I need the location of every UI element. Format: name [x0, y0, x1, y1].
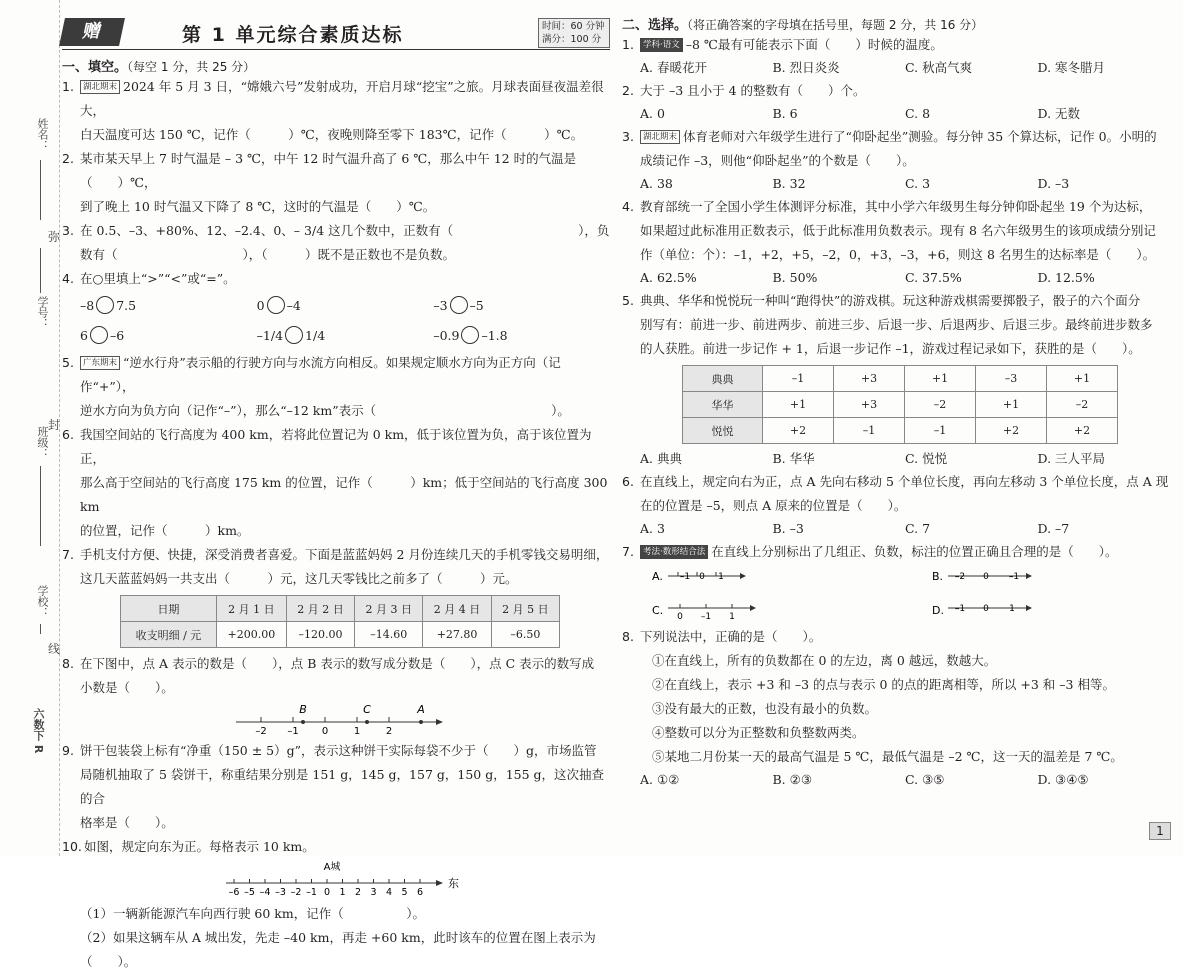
- tick-label: 3: [370, 887, 377, 898]
- city-label: A城: [323, 862, 341, 873]
- question-9: [62, 739, 610, 835]
- table-cell: +200.00: [216, 622, 286, 648]
- right-page: [622, 10, 1170, 840]
- answer-circle[interactable]: [90, 326, 108, 344]
- point-a: [419, 720, 423, 724]
- point-b: [301, 720, 305, 724]
- axis-arrow: [436, 719, 443, 725]
- question-text: 在直线上，规定向右为正，点 A 先向右移动 5 个单位长度，再向左移动 3 个单位长度，点 A 现: [640, 474, 1169, 489]
- point-label: C: [363, 703, 371, 716]
- question-text-2: 在的位置是 –5，则点 A 原来的位置是（ ）。: [640, 498, 907, 513]
- tick-label: 2: [354, 887, 362, 898]
- question-5: [62, 351, 610, 423]
- question-text: 在下图中，点 A 表示的数是（ ），点 B 表示的数写成分数是（ ），点 C 表示的数写成: [80, 656, 595, 671]
- option-label: A.: [652, 570, 663, 583]
- tick-label: 0: [699, 572, 705, 582]
- table-header: 2 月 2 日: [286, 596, 354, 622]
- tick-label: 5: [401, 887, 408, 898]
- table-row: [121, 622, 560, 648]
- compare-item: –3 –5: [433, 298, 484, 313]
- option-c[interactable]: C. 秋高气爽: [905, 60, 973, 75]
- section-title: 二、选择。: [622, 18, 688, 33]
- question-text: 某市某天早上 7 时气温是 – 3 ℃，中午 12 时气温升高了 6 ℃，那么中午 12 时的气温是（ ）℃，: [80, 151, 577, 190]
- table-cell: –1: [834, 418, 905, 444]
- choice-6: [622, 470, 1170, 518]
- page-title: 第 1 单元综合素质达标: [182, 24, 404, 46]
- full-score: 满分：100 分: [542, 34, 602, 45]
- question-text: 如图，规定向东为正。每格表示 10 km。: [84, 839, 315, 854]
- option-c-line[interactable]: [652, 604, 756, 622]
- question-6: [62, 423, 610, 543]
- table-cell: +1: [976, 392, 1047, 418]
- option-a[interactable]: A. 62.5%: [640, 270, 697, 285]
- table-header-row: [121, 596, 560, 622]
- class-label: 班级：: [36, 426, 49, 459]
- question-text-2: 这几天蓝蓝妈妈一共支出（ ）元，这几天零钱比之前多了（ ）元。: [80, 571, 518, 586]
- compare-item: –8 7.5: [80, 298, 137, 313]
- statement: ②在直线上，表示 +3 和 –3 的点与表示 0 的点的距离相等，所以 +3 和 –3 相等。: [652, 677, 1115, 692]
- time-limit: 时间：60 分钟: [542, 21, 605, 32]
- compare-item: 0 –4: [256, 298, 301, 313]
- table-cell: +1: [905, 366, 976, 392]
- name-line: [40, 160, 41, 220]
- question-number: 7.: [62, 547, 74, 562]
- section-choice: [622, 14, 1170, 33]
- option-c[interactable]: C. 37.5%: [905, 270, 962, 285]
- table-cell: –120.00: [286, 622, 354, 648]
- question-text-3: 的位置，记作（ ）km。: [80, 523, 250, 538]
- question-text-3: 作（单位：个）：–1，+2，+5，–2，0，+3，–3，+6，则这 8 名男生的达标率是（ ）。: [640, 247, 1156, 262]
- table-cell: –1: [763, 366, 834, 392]
- tick-label: 0: [323, 887, 331, 898]
- tick-label: 1: [718, 572, 724, 582]
- table-cell: +1: [1047, 366, 1118, 392]
- question-text-2: 逆水方向为负方向（记作“–”），那么“–12 km”表示（ ）。: [80, 403, 570, 418]
- table-cell: +3: [834, 392, 905, 418]
- options: [622, 769, 1170, 791]
- choice-5: [622, 289, 1170, 361]
- table-row: [683, 392, 1118, 418]
- gift-badge: 赠: [59, 18, 125, 46]
- option-a[interactable]: A. 0: [640, 106, 665, 121]
- choice-7-number-lines: [622, 564, 1170, 622]
- sub-question: （1）一辆新能源汽车向西行驶 60 km，记作（ ）。: [80, 906, 425, 921]
- choice-1: [622, 33, 1170, 57]
- question-text: 在○里填上“>”“<”或“=”。: [80, 271, 236, 286]
- question-7: [62, 543, 610, 591]
- table-row: [683, 418, 1118, 444]
- option-a[interactable]: A. 38: [640, 176, 673, 191]
- tick-label: –1: [700, 612, 712, 622]
- player-name: 典典: [683, 366, 763, 392]
- table-cell: +27.80: [423, 622, 491, 648]
- answer-circle[interactable]: [450, 296, 468, 314]
- ticks: [261, 717, 389, 722]
- east-label: 东: [448, 877, 459, 890]
- question-number: 9.: [62, 743, 74, 758]
- options: [622, 103, 1170, 125]
- tick-label: 1: [353, 726, 361, 737]
- number-line-q8: [62, 700, 610, 736]
- question-text-2: 局随机抽取了 5 袋饼干，称重结果分别是 151 g，145 g，157 g，150 g，155 g，这次抽查的合: [80, 767, 605, 806]
- point-label: A: [417, 703, 425, 716]
- question-text-2: 那么高于空间站的飞行高度 175 km 的位置，记作（ ）km；低于空间站的飞行高度 300 km: [80, 475, 608, 514]
- question-number: 5.: [622, 293, 634, 308]
- question-number: 8.: [62, 656, 74, 671]
- tick-label: –4: [259, 887, 271, 898]
- question-text-2: 如果超过此标准用正数表示，低于此标准用负数表示。现有 8 名六年级男生的该项成绩分别记: [640, 223, 1156, 238]
- question-3: [62, 219, 610, 267]
- source-tag: 湖北期末: [640, 130, 680, 144]
- question-number: 5.: [62, 355, 74, 370]
- choice-8: [622, 625, 1170, 649]
- left-page: [62, 16, 610, 969]
- question-text: 在 0.5、–3、+80%、12、–2.4、0、– 3/4 这几个数中，正数有（ ），负: [80, 223, 610, 238]
- question-text: 典典、华华和悦悦玩一种叫“跑得快”的游戏棋。玩这种游戏棋需要掷骰子，骰子的六个面分: [640, 293, 1141, 308]
- source-tag: 广东期末: [80, 356, 120, 370]
- tick-label: –2: [954, 572, 966, 582]
- question-text-2: 小数是（ ）。: [80, 680, 174, 695]
- id-label: 学号：: [36, 296, 49, 329]
- question-10-part-1: [62, 902, 610, 926]
- option-d[interactable]: D. 12.5%: [1037, 270, 1095, 285]
- option-label: D.: [932, 604, 944, 617]
- school-line: [40, 624, 41, 634]
- question-number: 2.: [622, 83, 634, 98]
- table-cell: +1: [763, 392, 834, 418]
- option-b[interactable]: B. –3: [772, 521, 804, 536]
- question-text: “逆水行舟”表示船的行驶方向与水流方向相反。如果规定顺水方向为正方向（记作“+”），: [80, 355, 561, 394]
- brand-label: 六数下 R: [32, 708, 45, 754]
- option-b[interactable]: B. 32: [772, 176, 806, 191]
- tick-label: –2: [290, 887, 302, 898]
- question-text-3: 的人获胜。前进一步记作 + 1，后退一步记作 –1，游戏过程记录如下，获胜的是（ ）。: [640, 341, 1141, 356]
- table-header: 2 月 4 日: [423, 596, 491, 622]
- class-line: [40, 466, 41, 546]
- option-d[interactable]: D. 三人平局: [1037, 451, 1106, 466]
- seal-mark-3: 线: [48, 642, 61, 656]
- option-d[interactable]: D. ③④⑤: [1037, 772, 1089, 787]
- compare-item: 6 –6: [80, 328, 125, 343]
- question-text: 体育老师对六年级学生进行了“仰卧起坐”测验。每分钟 35 个算达标，记作 0。小明的: [683, 129, 1157, 144]
- option-b[interactable]: B. ②③: [772, 772, 813, 787]
- answer-circle[interactable]: [267, 296, 285, 314]
- options: [622, 57, 1170, 79]
- tick-label: –3: [275, 887, 286, 898]
- sub-question: （2）如果这辆车从 A 城出发，先走 –40 km，再走 +60 km，此时该车的位置在图上表示为（ ）。: [80, 930, 596, 969]
- compare-item: –1/4 1/4: [256, 328, 326, 343]
- statement: ⑤某地二月份某一天的最高气温是 5 ℃，最低气温是 –2 ℃，这一天的温差是 7 ℃。: [652, 749, 1123, 764]
- question-number: 4.: [622, 199, 634, 214]
- row-label: 收支明细 / 元: [121, 622, 217, 648]
- choice-7: [622, 540, 1170, 564]
- time-score-box: [538, 18, 610, 48]
- ticks: [229, 879, 423, 898]
- table-header: 2 月 1 日: [216, 596, 286, 622]
- point-label: B: [299, 703, 307, 716]
- question-number: 3.: [62, 223, 74, 238]
- tick-label: –2: [255, 726, 267, 737]
- option-c[interactable]: C. 悦悦: [905, 451, 948, 466]
- compare-row-1: [62, 291, 610, 321]
- choice-3: [622, 125, 1170, 173]
- point-c: [365, 720, 369, 724]
- tick-label: 1: [1009, 604, 1015, 614]
- table-cell: –2: [905, 392, 976, 418]
- table-cell: –14.60: [355, 622, 423, 648]
- option-a[interactable]: A. 典典: [640, 451, 682, 466]
- question-text-2: 到了晚上 10 时气温又下降了 8 ℃，这时的气温是（ ）℃。: [80, 199, 436, 214]
- axis-arrow: [436, 880, 443, 886]
- source-tag: 学科·语文: [640, 38, 683, 52]
- option-a-line[interactable]: [652, 570, 746, 583]
- section-title: 一、填空。: [62, 60, 128, 75]
- compare-row-2: [62, 321, 610, 351]
- option-label: C.: [652, 604, 664, 617]
- question-text-2: 数有（ ），（ ）既不是正数也不是负数。: [80, 247, 456, 262]
- question-text: 教育部统一了全国小学生体测评分标准，其中小学六年级男生每分钟仰卧起坐 19 个为达标，: [640, 199, 1152, 214]
- source-tag: 湖北期末: [80, 80, 120, 94]
- tick-label: 6: [416, 887, 424, 898]
- tick-label: –5: [244, 887, 255, 898]
- choice-2: [622, 79, 1170, 103]
- options: [622, 267, 1170, 289]
- options: [622, 173, 1170, 195]
- option-d-line[interactable]: [932, 604, 1032, 617]
- player-name: 华华: [683, 392, 763, 418]
- source-tag: 考法·数形结合法: [640, 545, 708, 559]
- question-text-2: 别写有：前进一步、前进两步、前进三步、后退一步、后退两步、后退三步。最终前进步数多: [640, 317, 1153, 332]
- option-c[interactable]: C. ③⑤: [905, 772, 945, 787]
- question-number: 1.: [622, 37, 634, 52]
- tick-label: –1: [287, 726, 299, 737]
- question-text-2: 白天温度可达 150 ℃，记作（ ）℃，夜晚则降至零下 183℃，记作（ ）℃。: [80, 127, 584, 142]
- page-number: 1: [1149, 822, 1171, 840]
- table-row: [683, 366, 1118, 392]
- table-cell: +2: [976, 418, 1047, 444]
- question-text: 我国空间站的飞行高度为 400 km，若将此位置记为 0 km，低于该位置为负，高于该位置为正，: [80, 427, 592, 466]
- question-text: –8 ℃最有可能表示下面（ ）时候的温度。: [685, 37, 943, 52]
- option-b[interactable]: B. 烈日炎炎: [772, 60, 840, 75]
- question-number: 8.: [622, 629, 634, 644]
- option-c[interactable]: C. 7: [905, 521, 931, 536]
- seal-mark-2: 封: [48, 418, 61, 432]
- tick-label: –1: [954, 604, 966, 614]
- option-d[interactable]: D. –7: [1037, 521, 1070, 536]
- tick-label: 0: [983, 572, 989, 582]
- question-number: 10.: [62, 839, 82, 854]
- option-b[interactable]: B. 50%: [772, 270, 818, 285]
- tick-label: 0: [677, 612, 683, 622]
- question-text: 大于 –3 且小于 4 的整数有（ ）个。: [640, 83, 866, 98]
- binding-gutter: [0, 0, 60, 856]
- id-line: [40, 248, 41, 293]
- transaction-table: [120, 595, 560, 648]
- name-label: 姓名：: [36, 118, 49, 151]
- tick-label: 0: [983, 604, 989, 614]
- table-cell: –3: [976, 366, 1047, 392]
- question-4: [62, 267, 610, 291]
- options: [622, 448, 1170, 470]
- answer-circle[interactable]: [461, 326, 479, 344]
- section-fill-blank: [62, 56, 610, 75]
- table-header: 日期: [121, 596, 217, 622]
- option-c[interactable]: C. 3: [905, 176, 931, 191]
- tick-label: 1: [729, 612, 735, 622]
- question-number: 7.: [622, 544, 634, 559]
- question-text: 2024 年 5 月 3 日，“嫦娥六号”发射成功，开启月球“挖宝”之旅。月球表面昼夜温差很大，: [80, 79, 604, 118]
- option-c[interactable]: C. 8: [905, 106, 931, 121]
- tick-label: –1: [1008, 572, 1020, 582]
- tick-label: 4: [385, 887, 393, 898]
- school-label: 学校：: [36, 585, 49, 618]
- section-note: （将正确答案的字母填在括号里，每题 2 分，共 16 分）: [687, 18, 984, 32]
- question-text-2: 成绩记作 –3，则他“仰卧起坐”的个数是（ ）。: [640, 153, 915, 168]
- table-cell: +2: [763, 418, 834, 444]
- choice-4: [622, 195, 1170, 267]
- question-number: 3.: [622, 129, 634, 144]
- table-cell: –6.50: [491, 622, 559, 648]
- answer-circle[interactable]: [285, 326, 303, 344]
- tick-label: 1: [339, 887, 346, 898]
- question-text: 在直线上分别标出了几组正、负数，标注的位置正确且合理的是（ ）。: [711, 544, 1118, 559]
- option-b-line[interactable]: [932, 570, 1032, 583]
- option-d[interactable]: D. 无数: [1037, 106, 1081, 121]
- table-cell: +3: [834, 366, 905, 392]
- option-a[interactable]: A. 3: [640, 521, 665, 536]
- options: [622, 518, 1170, 540]
- option-label: B.: [932, 570, 944, 583]
- tick-label: –6: [228, 887, 240, 898]
- table-cell: –2: [1047, 392, 1118, 418]
- question-text: 下列说法中，正确的是（ ）。: [640, 629, 822, 644]
- page-header: [62, 16, 610, 50]
- option-d[interactable]: D. –3: [1037, 176, 1070, 191]
- table-header: 2 月 5 日: [491, 596, 559, 622]
- tick-label: 0: [321, 726, 329, 737]
- option-a[interactable]: A. ①②: [640, 772, 680, 787]
- tick-label: –1: [679, 572, 691, 582]
- table-cell: +2: [1047, 418, 1118, 444]
- statement: ①在直线上，所有的负数都在 0 的左边，离 0 越远，数越大。: [652, 653, 997, 668]
- answer-circle[interactable]: [96, 296, 114, 314]
- question-10: [62, 835, 610, 859]
- statement: ④整数可以分为正整数和负整数两类。: [652, 725, 865, 740]
- question-number: 6.: [62, 427, 74, 442]
- question-2: [62, 147, 610, 219]
- game-record-table: [682, 365, 1118, 444]
- option-b[interactable]: B. 6: [772, 106, 798, 121]
- seal-mark-1: 弥: [48, 230, 61, 244]
- question-number: 1.: [62, 79, 74, 94]
- option-a[interactable]: A. 春暖花开: [640, 60, 707, 75]
- question-1: [62, 75, 610, 147]
- player-name: 悦悦: [683, 418, 763, 444]
- section-note: （每空 1 分，共 25 分）: [127, 60, 256, 74]
- compare-item: –0.9 –1.8: [433, 328, 508, 343]
- question-number: 2.: [62, 151, 74, 166]
- tick-label: –1: [306, 887, 317, 898]
- table-cell: –1: [905, 418, 976, 444]
- number-line-q10: [62, 859, 610, 899]
- tick-label: 2: [385, 726, 393, 737]
- question-number: 4.: [62, 271, 74, 286]
- option-b[interactable]: B. 华华: [772, 451, 815, 466]
- question-8: [62, 652, 610, 700]
- question-text-3: 格率是（ ）。: [80, 815, 174, 830]
- statement: ③没有最大的正数，也没有最小的负数。: [652, 701, 878, 716]
- option-d[interactable]: D. 寒冬腊月: [1037, 60, 1106, 75]
- question-number: 6.: [622, 474, 634, 489]
- question-text: 饼干包装袋上标有“净重（150 ± 5）g”，表示这种饼干实际每袋不少于（ ）g，市场监管: [80, 743, 597, 758]
- question-10-part-2: [62, 926, 610, 974]
- question-text: 手机支付方便、快捷，深受消费者喜爱。下面是蓝蓝妈妈 2 月份连续几天的手机零钱交易明细，: [80, 547, 609, 562]
- table-header: 2 月 3 日: [355, 596, 423, 622]
